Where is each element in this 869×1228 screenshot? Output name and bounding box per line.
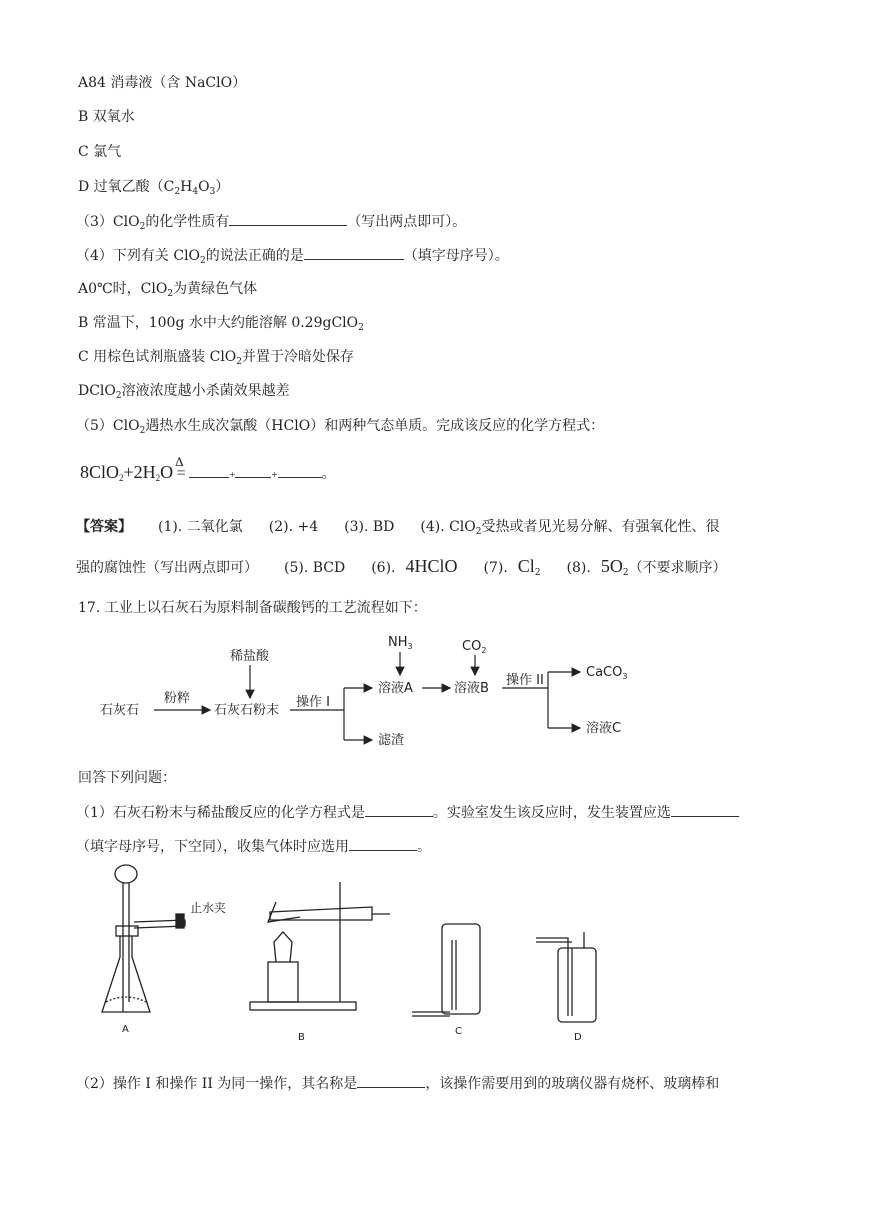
- question-17-1: （1）石灰石粉末与稀盐酸反应的化学方程式是 。实验室发生该反应时，发生装置应选: [76, 802, 739, 823]
- q4-option-a: A0℃时，ClO$_2$为黄绿色气体: [78, 281, 258, 299]
- flow-co2: $CO_2$: [462, 639, 487, 655]
- answer-blank[interactable]: [357, 1073, 425, 1088]
- flow-solution-b: 溶液B: [454, 681, 489, 696]
- flow-solution-c: 溶液C: [586, 721, 622, 736]
- process-flowchart: [90, 630, 650, 760]
- answer-prompt: 回答下列问题：: [78, 770, 176, 786]
- label-a: A: [122, 1024, 129, 1035]
- flow-crush: 粉粹: [164, 691, 191, 706]
- chemical-equation: $8ClO_2+2H_2O$ Δ = + + 。: [80, 458, 336, 489]
- option-a: A84 消毒液（含 NaClO）: [78, 75, 247, 91]
- question-17-2: （2）操作 I 和操作 II 为同一操作，其名称是 ，该操作需要用到的玻璃仪器有烧杯、玻璃棒和: [76, 1073, 719, 1094]
- flow-op1: 操作 I: [296, 695, 330, 710]
- flow-residue: 滤渣: [378, 733, 405, 748]
- product-blank-1[interactable]: [189, 463, 229, 478]
- flow-caco3: CaCO$_3$: [586, 665, 628, 681]
- question-17-1-line2: （填字母序号，下空同），收集气体时应选用 。: [76, 836, 431, 857]
- flow-nh3: $NH_3$: [388, 635, 413, 651]
- q4-option-d: DClO$_2$溶液浓度越小杀菌效果越差: [78, 383, 290, 401]
- question-3: （3）ClO$_2$的化学性质有 （写出两点即可）。: [76, 211, 466, 232]
- apparatus-figure: [90, 862, 650, 1042]
- product-blank-3[interactable]: [278, 463, 322, 478]
- label-d: D: [574, 1032, 582, 1042]
- option-c: C 氯气: [78, 144, 122, 160]
- flow-powder: 石灰石粉末: [214, 703, 280, 718]
- answer-blank[interactable]: [671, 802, 739, 817]
- heating-sign: Δ =: [175, 454, 186, 482]
- apparatus-b: [250, 882, 390, 1010]
- q4-option-b: B 常温下，100g 水中大约能溶解 0.29gClO$_2$: [78, 315, 364, 333]
- apparatus-a: [102, 865, 185, 1012]
- answer-blank[interactable]: [229, 211, 347, 226]
- flow-op2: 操作 II: [506, 673, 544, 688]
- apparatus-d: [536, 932, 596, 1022]
- flow-acid: 稀盐酸: [230, 649, 270, 664]
- question-5: （5）ClO$_2$遇热水生成次氯酸（HClO）和两种气态单质。完成该反应的化学方程式：: [76, 418, 605, 436]
- label-c: C: [455, 1026, 462, 1037]
- option-d: D 过氧乙酸$(C_2H_4O_3)$: [78, 179, 230, 197]
- answer-blank[interactable]: [304, 245, 404, 260]
- question-17-title: 17. 工业上以石灰石为原料制备碳酸钙的工艺流程如下：: [78, 600, 427, 616]
- flow-solution-a: 溶液A: [378, 681, 413, 696]
- answer-blank[interactable]: [365, 802, 433, 817]
- question-4: （4）下列有关 ClO$_2$的说法正确的是 （填字母序号）。: [76, 245, 509, 266]
- answer-blank[interactable]: [349, 836, 417, 851]
- answer-line-2: 强的腐蚀性（写出两点即可） (5). BCD (6). 4HClO (7). $Cl_2$ (8). $5O_2$（不要求顺序）: [76, 556, 727, 578]
- label-b: B: [298, 1032, 305, 1042]
- answer-line-1: 【答案】 (1). 二氧化氯 (2). +4 (3). BD (4). ClO$_2$受热或者见光易分解、有强氧化性、很: [76, 519, 720, 537]
- option-b: B 双氧水: [78, 109, 135, 125]
- product-blank-2[interactable]: [235, 463, 271, 478]
- apparatus-c: [412, 924, 480, 1016]
- label-clamp: 止水夹: [190, 901, 227, 915]
- flow-limestone: 石灰石: [100, 703, 140, 718]
- q4-option-c: C 用棕色试剂瓶盛装 ClO$_2$并置于冷暗处保存: [78, 349, 355, 367]
